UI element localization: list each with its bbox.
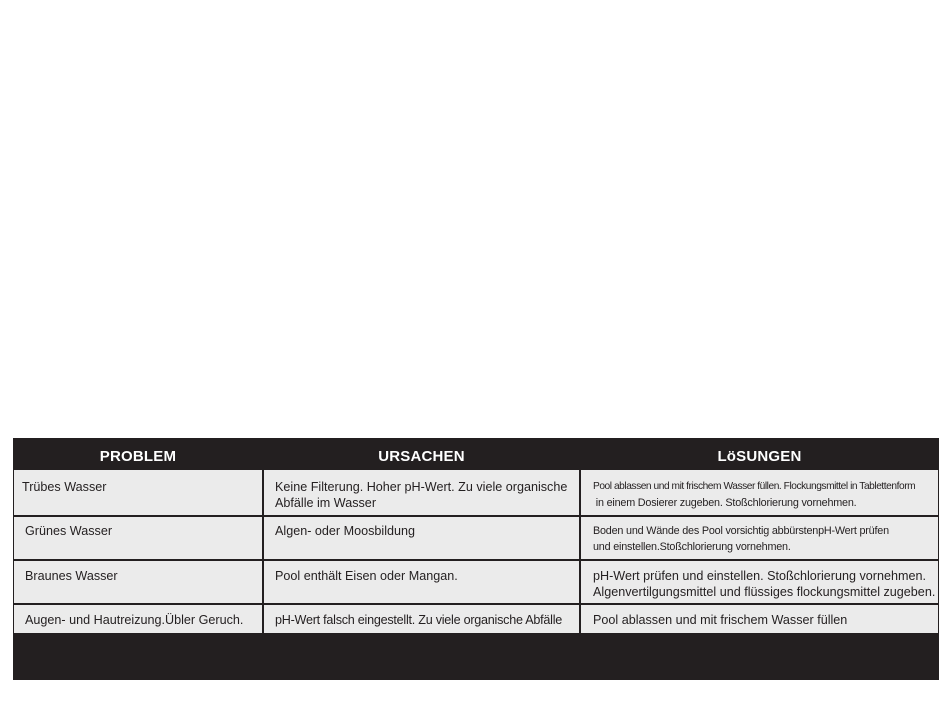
problem-text: Trübes Wasser: [22, 480, 107, 494]
solution-text-line2: und einstellen.Stoßchlorierung vornehmen.: [593, 541, 791, 553]
header-problem: PROBLEM: [99, 448, 177, 465]
problem-text: Augen- und Hautreizung.Übler Geruch.: [25, 613, 244, 627]
cause-cell: [264, 517, 579, 559]
problem-cell: [14, 605, 262, 633]
solution-text-line2: in einem Dosierer zugeben. Stoßchlorierung vornehmen.: [593, 497, 857, 509]
table-row: [13, 605, 939, 633]
table-row: [13, 517, 939, 559]
problem-text: Grünes Wasser: [25, 524, 113, 538]
problem-cell: [14, 470, 262, 515]
table-row: [13, 470, 939, 515]
troubleshooting-table: [13, 438, 939, 680]
cause-cell: [264, 605, 579, 633]
solution-text-line1: Pool ablassen und mit frischem Wasser füllen: [593, 613, 848, 627]
cause-text: Pool enthält Eisen oder Mangan.: [275, 569, 458, 583]
problem-cell: [14, 517, 262, 559]
cause-cell: [264, 561, 579, 603]
solution-text-line1: Pool ablassen und mit frischem Wasser füllen. Flockungsmittel in Tablettenform: [593, 481, 916, 492]
table-row: [13, 561, 939, 603]
solution-text-line1: pH-Wert prüfen und einstellen. Stoßchlorierung vornehmen.: [593, 569, 926, 583]
solution-cell: [581, 517, 938, 559]
cause-cell: [264, 470, 579, 515]
problem-text: Braunes Wasser: [25, 569, 118, 583]
table-footer-band: [13, 634, 939, 680]
solution-cell: [581, 605, 938, 633]
cause-text: Algen- oder Moosbildung: [275, 524, 416, 538]
header-causes: URSACHEN: [378, 448, 465, 465]
solution-cell: [581, 561, 938, 603]
solution-text-line1: Boden und Wände des Pool vorsichtig abbürstenpH-Wert prüfen: [593, 525, 889, 537]
table-header-row: [13, 438, 939, 469]
header-solutions: LöSUNGEN: [717, 448, 802, 465]
solution-text-line2: Algenvertilgungsmittel und flüssiges flockungsmittel zugeben.: [593, 585, 936, 599]
solution-cell: [581, 470, 938, 515]
cause-text: Keine Filterung. Hoher pH-Wert. Zu viele organische Abfälle im Wasser: [275, 480, 568, 510]
cause-text: pH-Wert falsch eingestellt. Zu viele organische Abfälle: [275, 613, 563, 627]
problem-cell: [14, 561, 262, 603]
